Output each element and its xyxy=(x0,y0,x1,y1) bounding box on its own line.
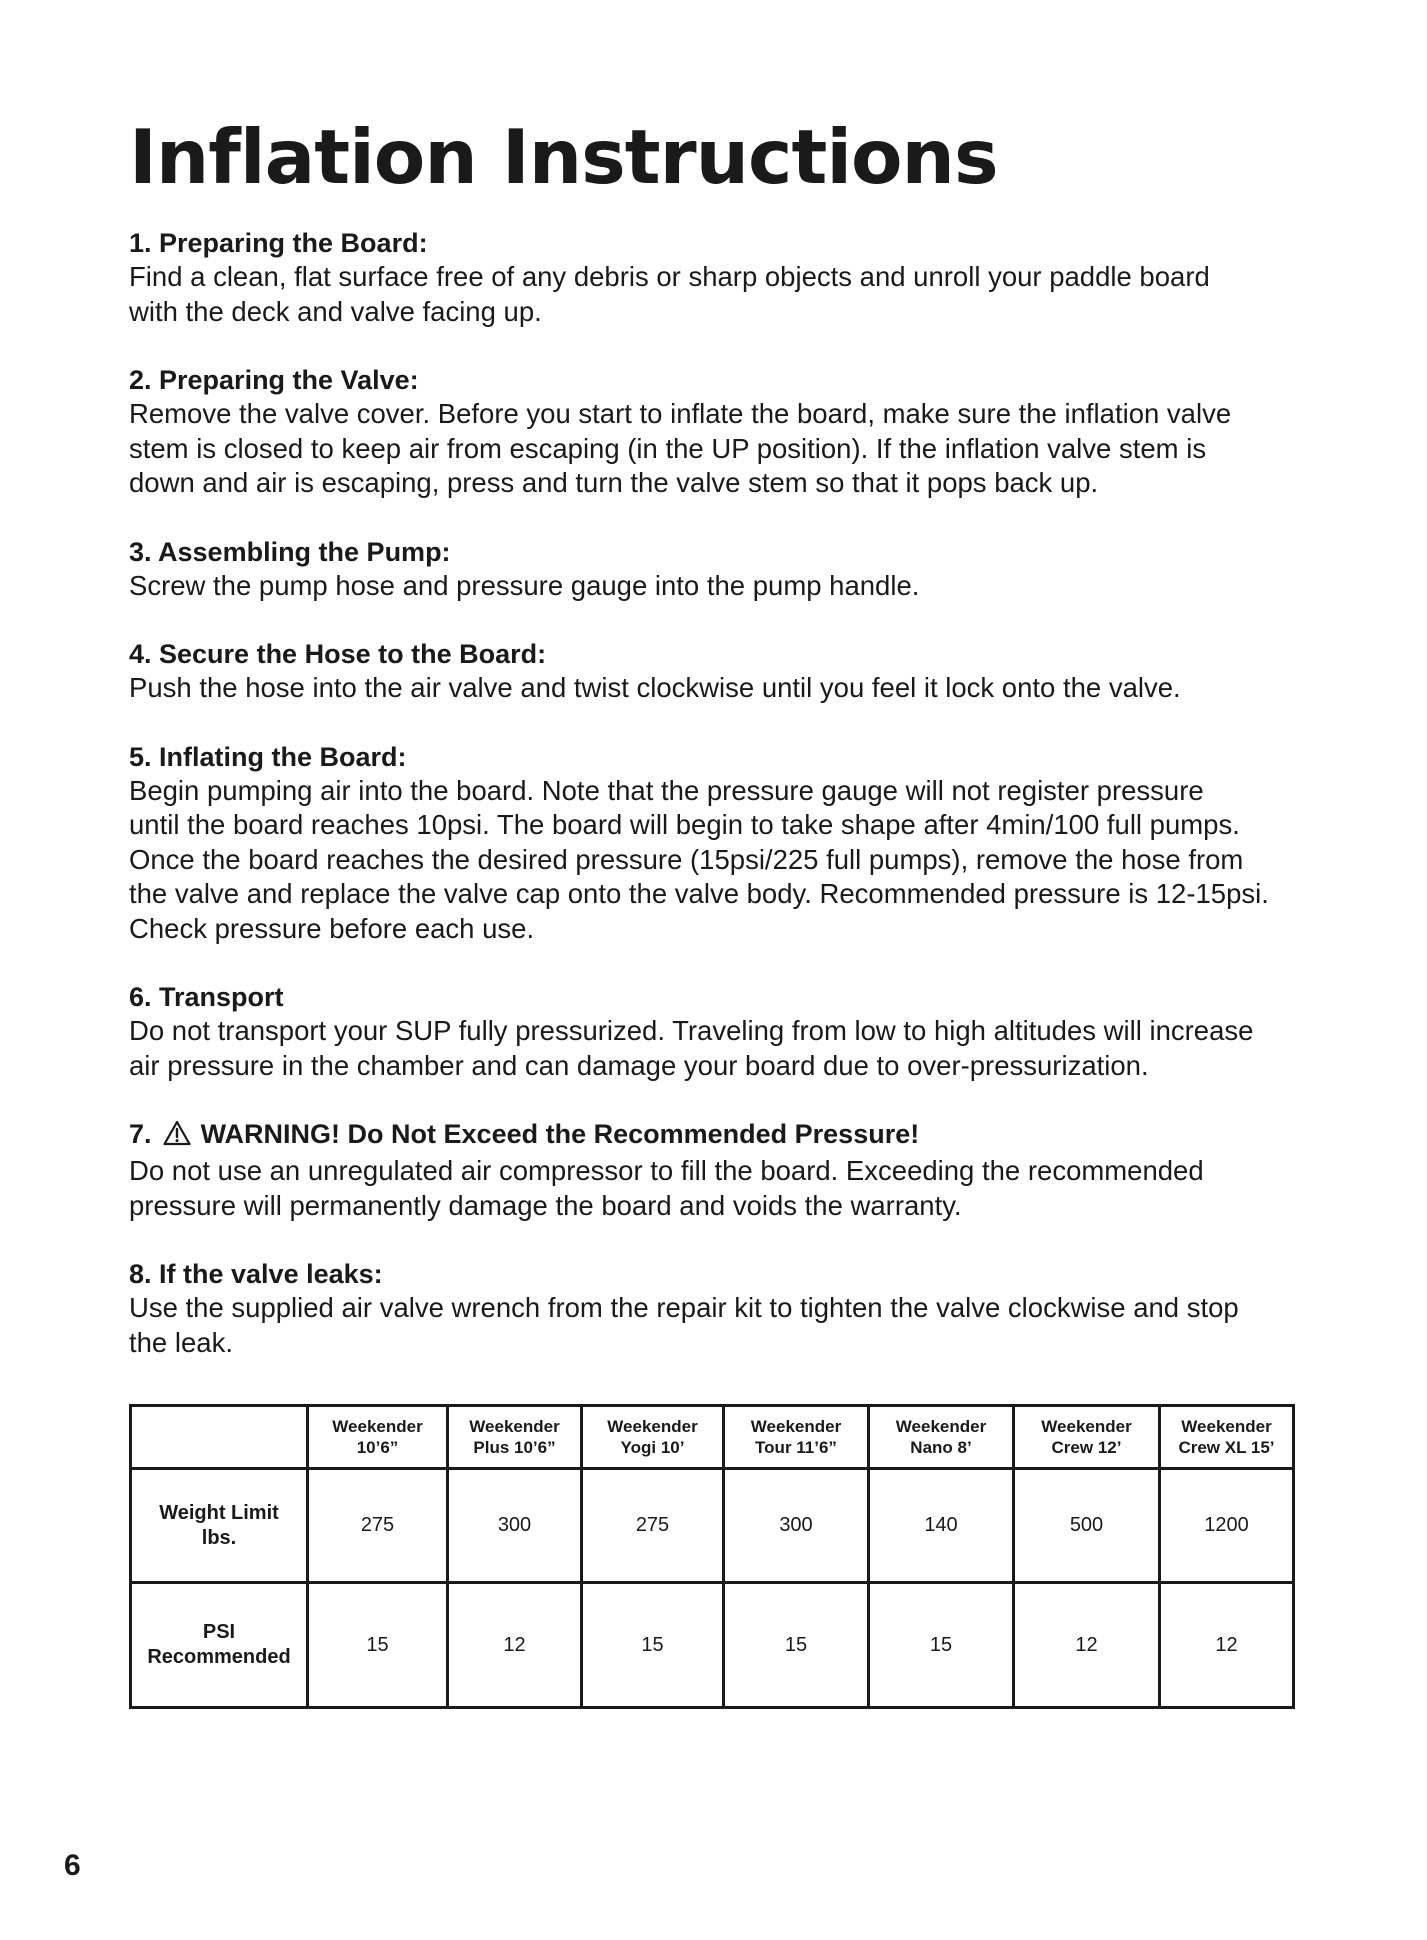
table-cell: 300 xyxy=(448,1469,582,1583)
column-header: Weekender Yogi 10’ xyxy=(582,1406,724,1469)
section-inflating-board xyxy=(129,740,1329,947)
table-row-weight-limit xyxy=(131,1469,1294,1583)
instruction-sections xyxy=(129,226,1329,1394)
row-header: Weight Limit lbs. xyxy=(131,1469,308,1583)
table-cell: 300 xyxy=(724,1469,869,1583)
section-number: 7. xyxy=(129,1119,152,1149)
table-cell: 15 xyxy=(582,1583,724,1708)
warning-heading-text: WARNING! Do Not Exceed the Recommended Pressure! xyxy=(200,1119,920,1149)
table-cell: 140 xyxy=(869,1469,1014,1583)
body-line: the leak. xyxy=(129,1326,233,1358)
page-number: 6 xyxy=(64,1849,81,1882)
body-line: pressure will permanently damage the board and voids the warranty. xyxy=(129,1189,962,1221)
section-heading: 6. Transport xyxy=(129,982,284,1012)
body-line: until the board reaches 10psi. The board will begin to take shape after 4min/100 full pumps. xyxy=(129,809,1240,840)
table-header-row xyxy=(131,1406,1294,1469)
column-header: Weekender Tour 11’6” xyxy=(724,1406,869,1469)
body-line: Do not use an unregulated air compressor to fill the board. Exceeding the recommended xyxy=(129,1155,1204,1186)
section-heading xyxy=(129,1117,1329,1154)
table-corner-cell xyxy=(131,1406,308,1469)
body-line: Once the board reaches the desired pressure (15psi/225 full pumps), remove the hose from xyxy=(129,843,1244,875)
body-line: Use the supplied air valve wrench from the repair kit to tighten the valve clockwise and stop xyxy=(129,1292,1239,1323)
section-valve-leaks xyxy=(129,1257,1329,1360)
body-line: Push the hose into the air valve and twist clockwise until you feel it lock onto the valve. xyxy=(129,672,1181,703)
table-cell: 1200 xyxy=(1160,1469,1294,1583)
column-header: Weekender Nano 8’ xyxy=(869,1406,1014,1469)
table-cell: 275 xyxy=(582,1469,724,1583)
table-cell: 500 xyxy=(1014,1469,1160,1583)
table-row-psi-recommended xyxy=(131,1583,1294,1708)
body-line: the valve and replace the valve cap onto the valve body. Recommended pressure is 12-15psi. xyxy=(129,878,1269,909)
body-line: down and air is escaping, press and turn the valve stem so that it pops back up. xyxy=(129,467,1099,498)
body-line: Remove the valve cover. Before you start to inflate the board, make sure the inflation valve xyxy=(129,398,1232,429)
body-line: Screw the pump hose and pressure gauge into the pump handle. xyxy=(129,569,920,601)
table-cell: 12 xyxy=(1014,1583,1160,1708)
section-body xyxy=(129,671,1329,706)
section-heading: 1. Preparing the Board: xyxy=(129,228,428,258)
section-body xyxy=(129,1154,1329,1223)
warning-triangle-icon xyxy=(163,1120,191,1154)
section-body xyxy=(129,397,1329,501)
section-heading: 8. If the valve leaks: xyxy=(129,1259,383,1289)
section-transport xyxy=(129,980,1329,1083)
column-header: Weekender Plus 10’6” xyxy=(448,1406,582,1469)
section-secure-hose xyxy=(129,637,1329,706)
table-cell: 12 xyxy=(1160,1583,1294,1708)
section-body xyxy=(129,260,1329,329)
section-body xyxy=(129,569,1329,604)
table-cell: 15 xyxy=(724,1583,869,1708)
section-preparing-valve xyxy=(129,363,1329,501)
section-heading: 2. Preparing the Valve: xyxy=(129,365,419,395)
column-header: Weekender 10’6” xyxy=(308,1406,448,1469)
section-heading: 4. Secure the Hose to the Board: xyxy=(129,639,547,669)
section-body xyxy=(129,1014,1329,1083)
body-line: with the deck and valve facing up. xyxy=(129,295,542,327)
section-assembling-pump xyxy=(129,535,1329,604)
table-cell: 12 xyxy=(448,1583,582,1708)
table-cell: 15 xyxy=(869,1583,1014,1708)
table-cell: 15 xyxy=(308,1583,448,1708)
column-header: Weekender Crew 12’ xyxy=(1014,1406,1160,1469)
table-cell: 275 xyxy=(308,1469,448,1583)
page-title: Inflation Instructions xyxy=(129,113,998,201)
column-header: Weekender Crew XL 15’ xyxy=(1160,1406,1294,1469)
body-line: air pressure in the chamber and can damage your board due to over-pressurization. xyxy=(129,1049,1149,1081)
body-line: Check pressure before each use. xyxy=(129,912,535,944)
section-warning xyxy=(129,1117,1329,1223)
body-line: stem is closed to keep air from escaping (in the UP position). If the inflation valve stem is xyxy=(129,432,1207,464)
section-preparing-board xyxy=(129,226,1329,329)
section-body xyxy=(129,774,1329,947)
board-spec-table xyxy=(129,1404,1295,1709)
row-header: PSI Recommended xyxy=(131,1583,308,1708)
section-body xyxy=(129,1291,1329,1360)
section-heading: 5. Inflating the Board: xyxy=(129,741,407,772)
body-line: Do not transport your SUP fully pressurized. Traveling from low to high altitudes will increase xyxy=(129,1015,1254,1046)
body-line: Find a clean, flat surface free of any debris or sharp objects and unroll your paddle board xyxy=(129,261,1210,292)
section-heading: 3. Assembling the Pump: xyxy=(129,536,451,567)
body-line: Begin pumping air into the board. Note that the pressure gauge will not register pressure xyxy=(129,774,1204,806)
